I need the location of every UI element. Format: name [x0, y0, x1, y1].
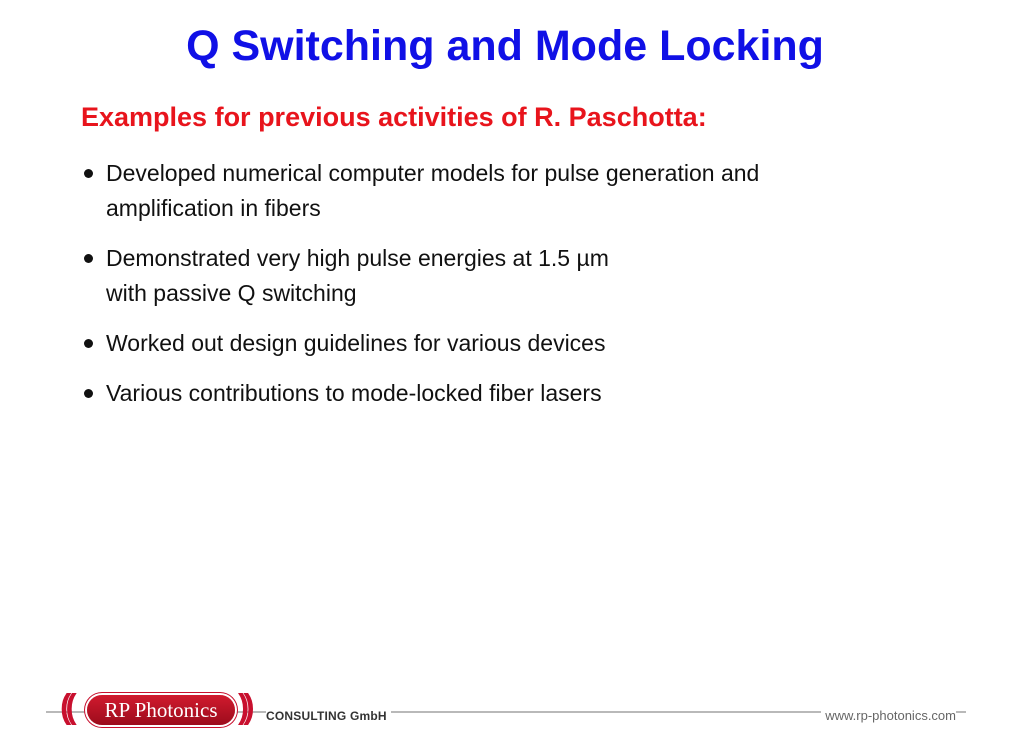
rp-photonics-logo	[60, 688, 260, 728]
bullet-item	[80, 156, 920, 226]
logo-right-parens: ))	[238, 688, 249, 726]
bullet-dot-icon	[84, 254, 93, 263]
bullet-text-line: Worked out design guidelines for various devices	[106, 330, 606, 356]
logo-left-parens: ((	[60, 688, 71, 726]
bullet-text-line: with passive Q switching	[106, 280, 357, 306]
bullet-text-line: Various contributions to mode-locked fiber lasers	[106, 380, 602, 406]
bullet-item	[80, 376, 920, 411]
bullet-dot-icon	[84, 169, 93, 178]
bullet-text-line: Developed numerical computer models for pulse generation and	[106, 160, 760, 186]
slide-subtitle: Examples for previous activities of R. Paschotta:	[81, 102, 707, 132]
slide-title: Q Switching and Mode Locking	[186, 22, 824, 70]
bullet-dot-icon	[84, 389, 93, 398]
bullet-text-line: amplification in fibers	[106, 195, 321, 221]
bullet-dot-icon	[84, 339, 93, 348]
slide-footer	[0, 690, 1024, 730]
consulting-label: CONSULTING GmbH	[266, 709, 391, 723]
logo-text: RP Photonics	[104, 698, 218, 722]
bullet-text-line: Demonstrated very high pulse energies at 1.5 µm	[106, 245, 609, 271]
logo-pill	[87, 695, 235, 725]
bullet-item	[80, 326, 920, 361]
bullet-list	[80, 156, 920, 426]
bullet-item	[80, 241, 920, 311]
website-link: www.rp-photonics.com	[821, 708, 956, 723]
